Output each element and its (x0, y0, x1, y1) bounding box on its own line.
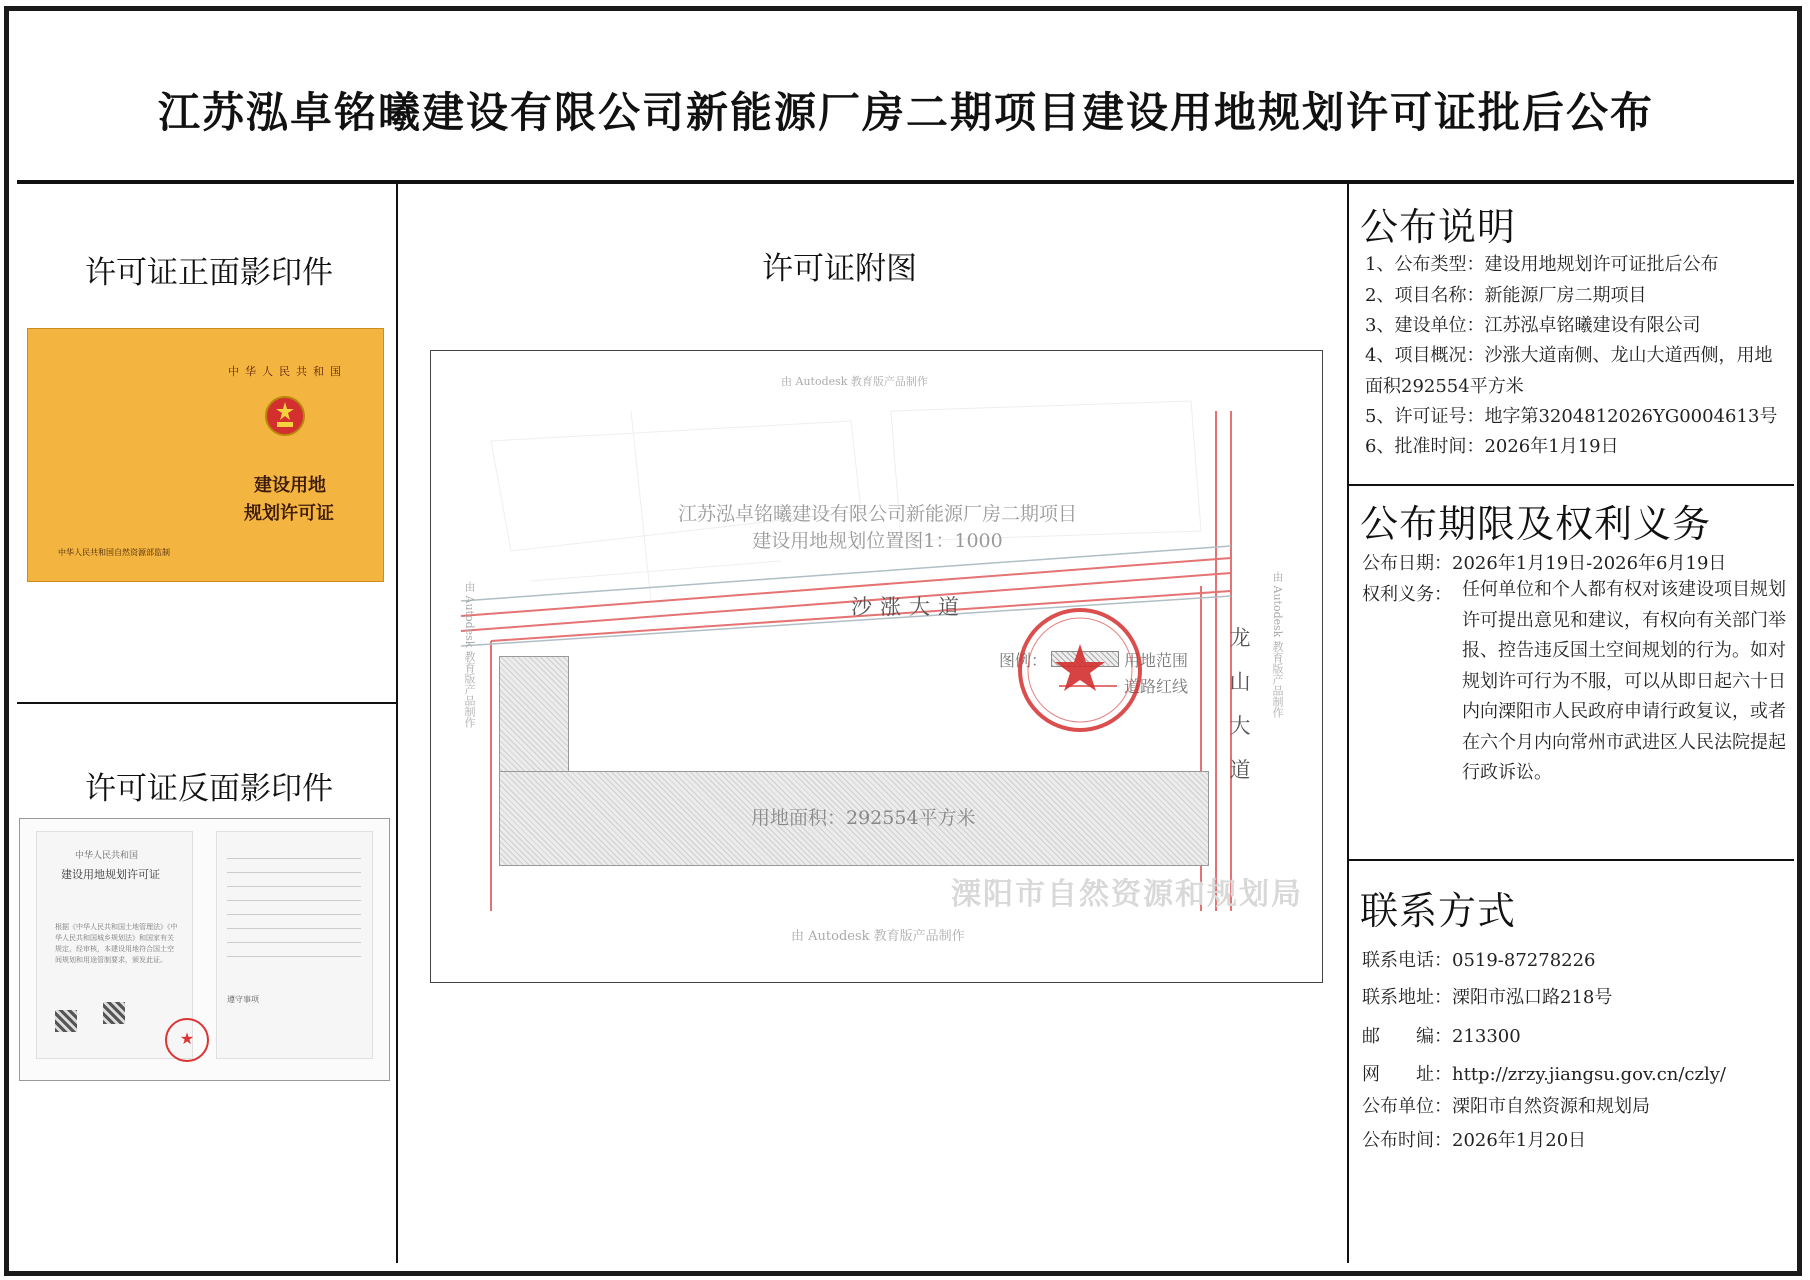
publishing-unit: 公布单位：溧阳市自然资源和规划局 (1362, 1096, 1650, 1117)
table-row (227, 860, 361, 873)
announce-item: 4、项目概况：沙涨大道南侧、龙山大道西侧，用地 (1365, 345, 1773, 366)
license-back-image (19, 818, 390, 1081)
back-page-left (36, 831, 193, 1059)
left-section-divider (17, 702, 397, 704)
map-watermark-top: 由 Autodesk 教育版产品制作 (781, 375, 928, 388)
announce-title: 公布说明 (1360, 205, 1517, 249)
cover-line-2: 规划许可证 (244, 503, 334, 524)
official-seal-icon (1016, 606, 1144, 734)
road-char: 龙 (1229, 626, 1251, 650)
table-row (227, 944, 361, 957)
qr-code-icon (55, 1010, 77, 1032)
contact-phone: 联系电话：0519-87278226 (1362, 950, 1596, 971)
table-row (227, 874, 361, 887)
contact-website: 网 址：http://zrzy.jiangsu.gov.cn/czly/ (1362, 1064, 1726, 1085)
announce-item: 面积292554平方米 (1365, 376, 1524, 397)
announce-divider (1348, 484, 1794, 486)
map-watermark-bottom: 由 Autodesk 教育版产品制作 (791, 929, 965, 944)
road-char: 山 (1229, 670, 1251, 694)
rights-text: 任何单位和个人都有权对该建设项目规划许可提出意见和建议，有权向有关部门举报、控告违反国土空间规划的行为。如对规划许可行为不服，可以从即日起六十日内向溧阳市人民政府申请行政复议，或者在六个月内向常州市武进区人民法院提起行政诉讼。 (1462, 579, 1786, 783)
table-row (227, 902, 361, 915)
contact-address: 联系地址：溧阳市泓口路218号 (1362, 987, 1613, 1008)
publish-time: 公布时间：2026年1月20日 (1362, 1130, 1587, 1151)
front-copy-title: 许可证正面影印件 (85, 255, 333, 291)
right-column-divider (1347, 183, 1349, 1263)
back-page-title: 建设用地规划许可证 (61, 868, 160, 881)
cover-line-1: 建设用地 (254, 475, 326, 496)
seal-stamp-icon: ★ (165, 1018, 209, 1062)
back-page-header: 中华人民共和国 (75, 851, 139, 861)
title-divider (17, 180, 1794, 184)
map-bureau-watermark: 溧阳市自然资源和规划局 (951, 877, 1303, 912)
cover-issuer: 中华人民共和国自然资源部监制 (58, 548, 170, 557)
table-row (227, 930, 361, 943)
period-divider (1348, 859, 1794, 861)
back-copy-title: 许可证反面影印件 (85, 771, 333, 807)
announce-item: 6、批准时间：2026年1月19日 (1365, 436, 1619, 457)
attached-map-title: 许可证附图 (762, 251, 917, 287)
road-label-longshan (1228, 616, 1252, 792)
cover-nation-text: 中华人民共和国 (228, 365, 347, 378)
table-row (227, 888, 361, 901)
road-label-shazhang: 沙涨大道 (851, 595, 967, 619)
site-plan-map (430, 350, 1323, 983)
legend-label: 图例： (999, 651, 1048, 670)
back-page-right (216, 831, 373, 1059)
qr-code-icon (103, 1002, 125, 1024)
left-column-divider (396, 183, 398, 1263)
map-title-line1: 江苏泓卓铭曦建设有限公司新能源厂房二期项目 (677, 503, 1077, 525)
back-notes-title: 遵守事项 (227, 995, 259, 1004)
announce-item: 5、许可证号：地字第3204812026YG0004613号 (1365, 406, 1778, 427)
announce-item: 2、项目名称：新能源厂房二期项目 (1365, 285, 1647, 306)
publish-period: 公布日期：2026年1月19日-2026年6月19日 (1362, 553, 1727, 574)
legend-land-text: 用地范围 (1124, 651, 1189, 670)
contact-postcode: 邮 编：213300 (1362, 1026, 1521, 1047)
rights-label: 权利义务： (1362, 584, 1452, 605)
road-char: 道 (1229, 758, 1251, 782)
period-title: 公布期限及权利义务 (1360, 502, 1712, 546)
announce-item: 3、建设单位：江苏泓卓铭曦建设有限公司 (1365, 315, 1701, 336)
contact-title: 联系方式 (1360, 889, 1517, 933)
table-row (227, 916, 361, 929)
map-watermark-left: 由 Autodesk 教育版产品制作 (463, 581, 476, 728)
legend-road-text: 道路红线 (1124, 677, 1189, 696)
announce-item: 1、公布类型：建设用地规划许可证批后公布 (1365, 254, 1719, 275)
page-title: 江苏泓卓铭曦建设有限公司新能源厂房二期项目建设用地规划许可证批后公布 (157, 88, 1654, 137)
table-row (227, 846, 361, 859)
land-area-label: 用地面积：292554平方米 (751, 807, 976, 829)
map-title-line2: 建设用地规划位置图1：1000 (752, 530, 1003, 552)
back-page-body: 根据《中华人民共和国土地管理法》《中华人民共和国城乡规划法》和国家有关规定，经审核，本建设用地符合国土空间规划和用途管制要求，颁发此证。 (55, 923, 178, 964)
license-cover-image (27, 328, 384, 582)
road-char: 大 (1229, 714, 1251, 738)
map-watermark-right: 由 Autodesk 教育版产品制作 (1271, 571, 1284, 718)
national-emblem-icon (264, 395, 306, 437)
